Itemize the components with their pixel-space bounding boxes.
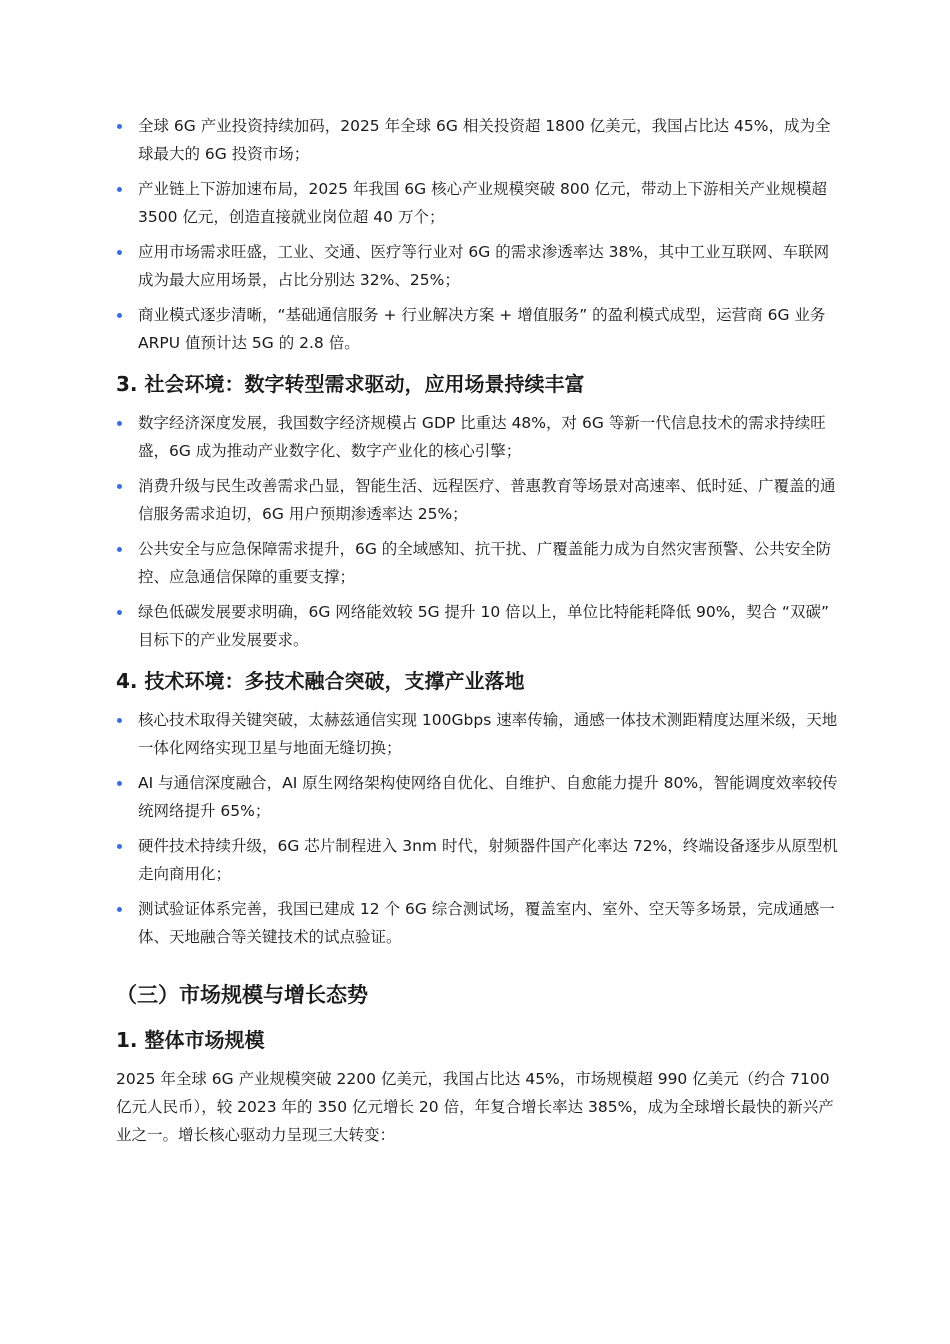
list-item: 全球 6G 产业投资持续加码，2025 年全球 6G 相关投资超 1800 亿美元，我国占比达 45%，成为全球最大的 6G 投资市场； bbox=[116, 112, 838, 168]
list-item: 测试验证体系完善，我国已建成 12 个 6G 综合测试场，覆盖室内、室外、空天等多场景，完成通感一体、天地融合等关键技术的试点验证。 bbox=[116, 895, 838, 951]
section-heading-market-size: 1. 整体市场规模 bbox=[116, 1028, 265, 1052]
list-item: 产业链上下游加速布局，2025 年我国 6G 核心产业规模突破 800 亿元，带动上下游相关产业规模超 3500 亿元，创造直接就业岗位超 40 万个； bbox=[116, 175, 838, 231]
section-heading-tech: 4. 技术环境：多技术融合突破，支撑产业落地 bbox=[116, 669, 525, 693]
list-item: 应用市场需求旺盛，工业、交通、医疗等行业对 6G 的需求渗透率达 38%，其中工业互联网、车联网成为最大应用场景，占比分别达 32%、25%； bbox=[116, 238, 838, 294]
list-item: 核心技术取得关键突破，太赫兹通信实现 100Gbps 速率传输，通感一体技术测距精度达厘米级，天地一体化网络实现卫星与地面无缝切换； bbox=[116, 706, 838, 762]
list-item: 消费升级与民生改善需求凸显，智能生活、远程医疗、普惠教育等场景对高速率、低时延、广覆盖的通信服务需求迫切，6G 用户预期渗透率达 25%； bbox=[116, 472, 838, 528]
list-item: 硬件技术持续升级，6G 芯片制程进入 3nm 时代，射频器件国产化率达 72%，终端设备逐步从原型机走向商用化； bbox=[116, 832, 838, 888]
part-heading-market: （三）市场规模与增长态势 bbox=[116, 983, 368, 1007]
list-item: 绿色低碳发展要求明确，6G 网络能效较 5G 提升 10 倍以上，单位比特能耗降低 90%，契合 “双碳” 目标下的产业发展要求。 bbox=[116, 598, 838, 654]
page-content bbox=[116, 112, 838, 1149]
list-item: 数字经济深度发展，我国数字经济规模占 GDP 比重达 48%，对 6G 等新一代信息技术的需求持续旺盛，6G 成为推动产业数字化、数字产业化的核心引擎； bbox=[116, 409, 838, 465]
list-item: 公共安全与应急保障需求提升，6G 的全域感知、抗干扰、广覆盖能力成为自然灾害预警、公共安全防控、应急通信保障的重要支撑； bbox=[116, 535, 838, 591]
list-item: AI 与通信深度融合，AI 原生网络架构使网络自优化、自维护、自愈能力提升 80%，智能调度效率较传统网络提升 65%； bbox=[116, 769, 838, 825]
social-bullet-list bbox=[116, 409, 838, 654]
list-item: 商业模式逐步清晰，“基础通信服务 + 行业解决方案 + 增值服务” 的盈利模式成型，运营商 6G 业务 ARPU 值预计达 5G 的 2.8 倍。 bbox=[116, 301, 838, 357]
market-size-paragraph: 2025 年全球 6G 产业规模突破 2200 亿美元，我国占比达 45%，市场规模超 990 亿美元（约合 7100 亿元人民币），较 2023 年的 350 亿元增长 20 倍，年复合增长率达 385%，成为全球增长最快的新兴产业之一。增长核心驱动力呈现三大转变： bbox=[116, 1070, 834, 1144]
economic-bullet-list bbox=[116, 112, 838, 357]
tech-bullet-list bbox=[116, 706, 838, 951]
section-heading-social: 3. 社会环境：数字转型需求驱动，应用场景持续丰富 bbox=[116, 372, 585, 396]
